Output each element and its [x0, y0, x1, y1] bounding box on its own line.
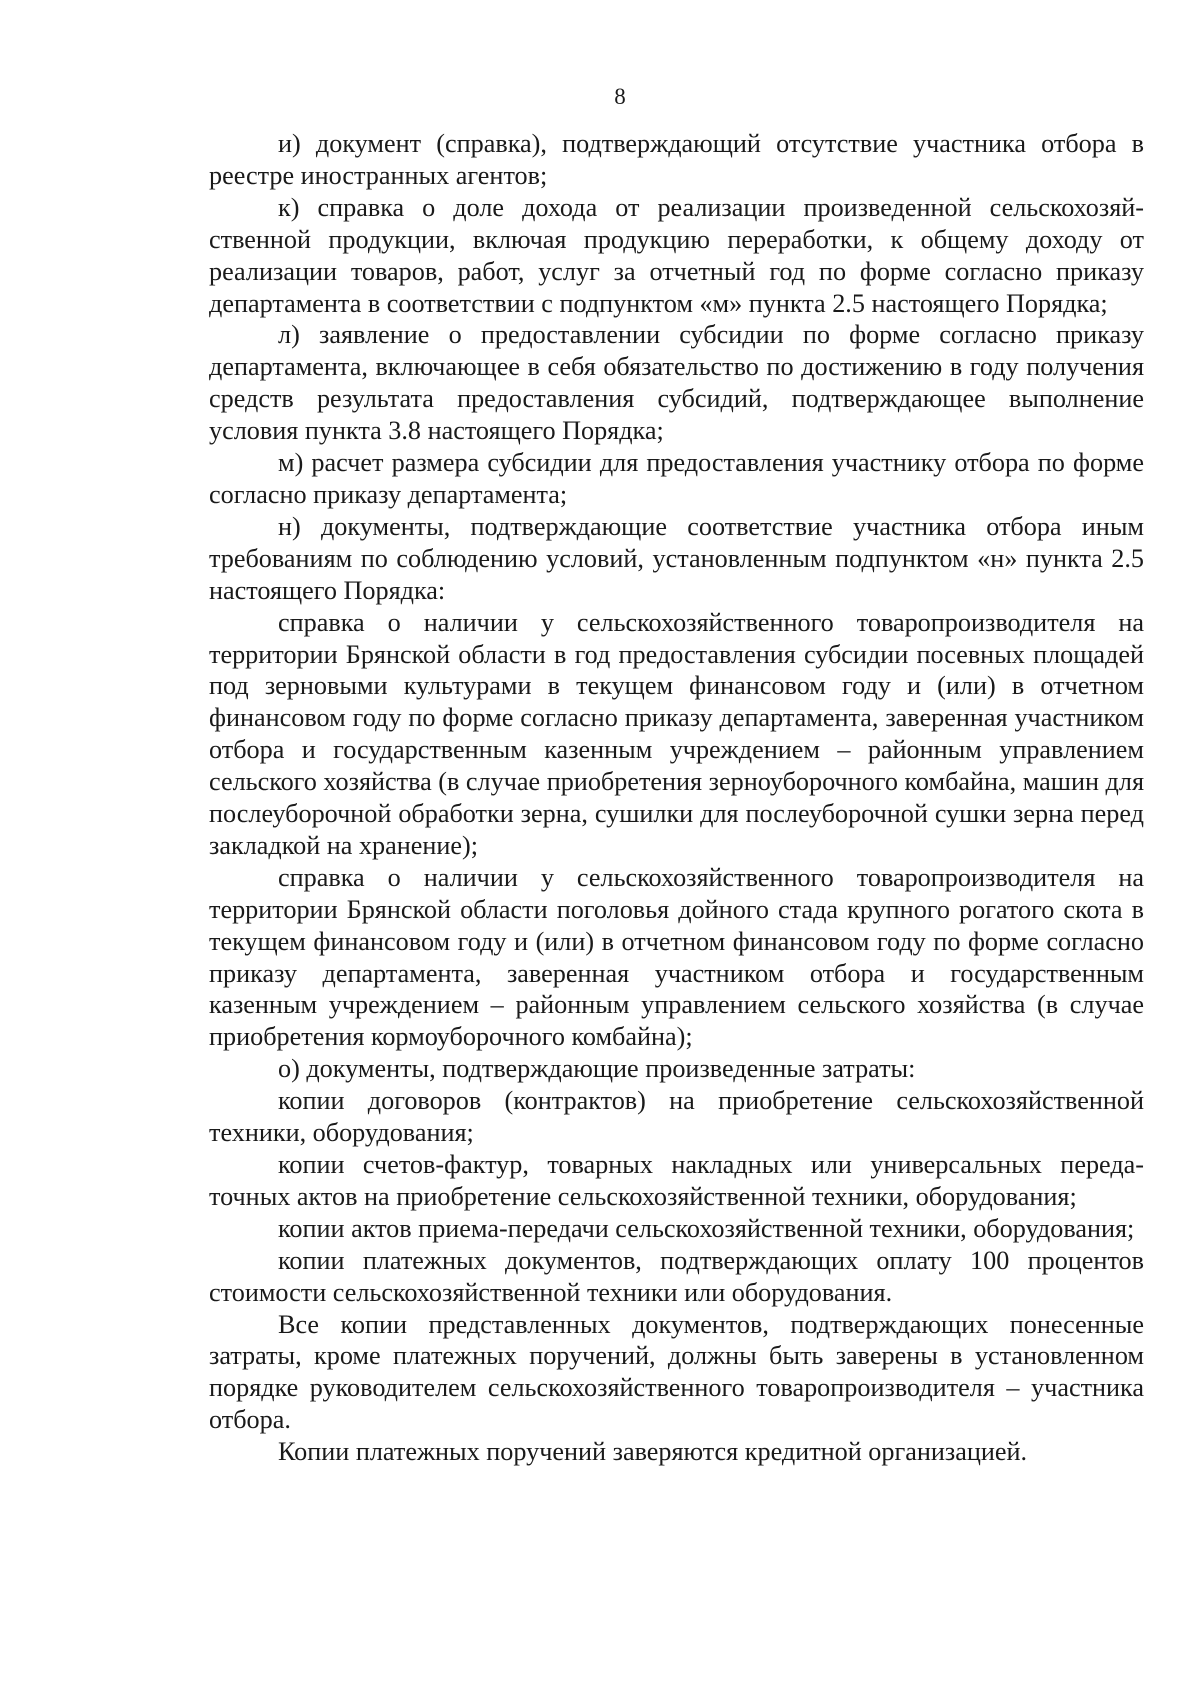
paragraph-acceptance-act-copies: копии актов приема-передачи сельскохозяйственной техники, оборудования; — [278, 1213, 1135, 1243]
paragraph-invoice-copies: копии счетов-фактур, товарных накладных или универсальных передаточных актов на приобретение сельскохозяйственной техники, оборудования; — [209, 1150, 1144, 1211]
paragraph-i-foreign-agents: и) документ (справка), подтверждающий отсутствие участника отбора в реестре иностранных агентов; — [209, 129, 1144, 190]
paragraph-o-expense-documents: о) документы, подтверждающие произведенные затраты: — [278, 1054, 916, 1084]
paragraph-grain-area-certificate: справка о наличии у сельскохозяйственного товаропроизводителя на территории Брянской области в год предоставления субсидии посевных площадей под зерновыми культурами в текущем финансовом году и (или) в отчетном финансовом году по форме согласно приказу департамента, заверенная участником отбора и государственным казенным учреждением – районным управлением сельского хозяйства (в случае приобретения зерноуборочного комбайна, машин для послеуборочной обработки зерна, сушилки для послеуборочной сушки зерна перед закладкой на хранение); — [209, 607, 1144, 860]
paragraph-contract-copies: копии договоров (контрактов) на приобретение сельскохозяйственной техники, оборудования; — [209, 1086, 1144, 1148]
paragraph-dairy-herd-certificate: справка о наличии у сельскохозяйственного товаропроизводителя на территории Брянской области поголовья дойного стада крупного рогатого скота в текущем финансовом году и (или) в отчетном финансовом году по форме согласно приказу департамента, заверенная участником отбора и государственным казенным учреждением – районным управлением сельского хозяйства (в случае приобретения кормоуборочного комбайна); — [209, 862, 1144, 1052]
document-body — [209, 128, 1144, 1468]
paragraph-m-subsidy-calculation: м) расчет размера субсидии для предоставления участнику отбора по форме согласно приказу департамента; — [209, 448, 1144, 509]
paragraph-n-compliance-documents: н) документы, подтверждающие соответствие участника отбора иным требованиям по соблюдению условий, установленным подпунктом «н» пункта 2.5 настоящего Порядка: — [209, 511, 1144, 605]
paragraph-payment-document-copies: копии платежных документов, подтверждающих оплату 100 процентов стоимости сельскохозяйственной техники или оборудования. — [209, 1245, 1144, 1307]
paragraph-k-income-share: к) справка о доле дохода от реализации произведенной сельскохозяйственной продукции, включая продукцию переработки, к общему доходу от реализации товаров, работ, услуг за отчетный год по форме согласно приказу департамента в соответствии с подпунктом «м» пункта 2.5 настоящего Порядка; — [209, 192, 1144, 318]
page-number: 8 — [614, 84, 626, 109]
paragraph-l-subsidy-application: л) заявление о предоставлении субсидии по форме согласно приказу департамента, включающее в себя обязательство по достижению в году получения средств результата предоставления субсидий, подтверждающее выполнение условия пункта 3.8 настоящего Порядка; — [209, 320, 1144, 446]
paragraph-certification-requirement: Все копии представленных документов, подтверждающих понесенные затраты, кроме платежных поручений, должны быть заверены в установленном порядке руководителем сельскохозяйственного товаропроизводителя – участника отбора. — [209, 1309, 1144, 1435]
paragraph-payment-order-certification: Копии платежных поручений заверяются кредитной организацией. — [278, 1437, 1028, 1467]
